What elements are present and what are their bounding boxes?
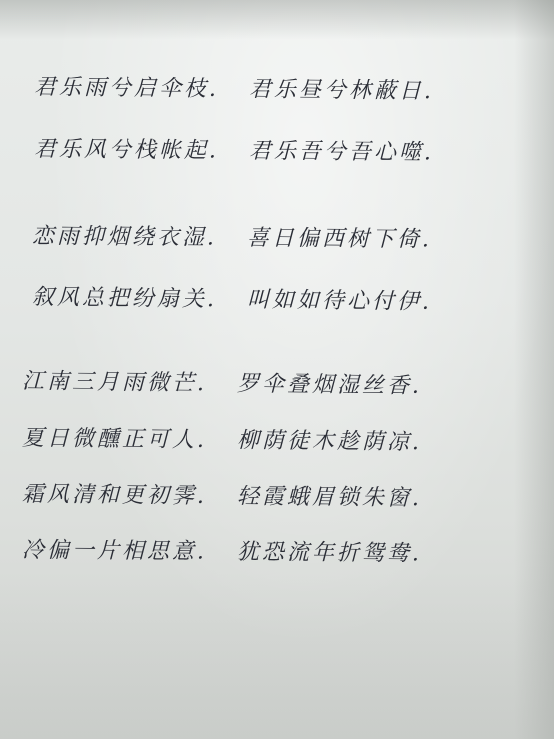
poem-line-4 [32,280,432,316]
poem-line-4-first-half: 叙风总把纷扇关. [31,285,218,313]
poem-line-5-first-half: 江南三月雨微芒. [21,369,208,397]
poem-line-7 [22,477,422,512]
poem-line-8-first-half: 冷偏一片相思意. [21,538,208,565]
top-shadow [0,0,554,40]
poem-line-6-first-half: 夏日微醺正可人. [21,426,208,453]
poem-line-3-first-half: 恋雨抑烟绕衣湿. [31,224,218,251]
poem-line-2 [34,132,434,166]
paper-bottom-shading [0,575,554,739]
poem-line-3 [32,219,432,253]
poem-line-4-second-half: 叫如如待心付伊. [246,287,433,315]
poem-line-1-second-half: 君乐昼兮林蔽日. [248,77,435,105]
poem-line-5 [22,364,422,400]
poem-line-8 [22,533,422,567]
poem-line-1-first-half: 君乐雨兮启伞枝. [33,75,220,102]
poem-line-8-second-half: 犹恐流年折鸳鸯. [236,539,423,567]
poem-line-6-second-half: 柳荫徒木趁荫凉. [236,428,423,456]
poem-line-7-first-half: 霜风清和更初霁. [21,482,208,509]
poem-line-6 [22,421,422,456]
poem-line-1 [34,70,434,105]
poem-line-3-second-half: 喜日偏西树下倚. [246,225,433,253]
poem-line-7-second-half: 轻霞蛾眉锁朱窗. [236,484,423,512]
poem-line-2-first-half: 君乐风兮栈帐起. [33,137,220,164]
poem-line-5-second-half: 罗伞叠烟湿丝香. [236,371,423,399]
poem-line-2-second-half: 君乐吾兮吾心噬. [248,138,435,166]
